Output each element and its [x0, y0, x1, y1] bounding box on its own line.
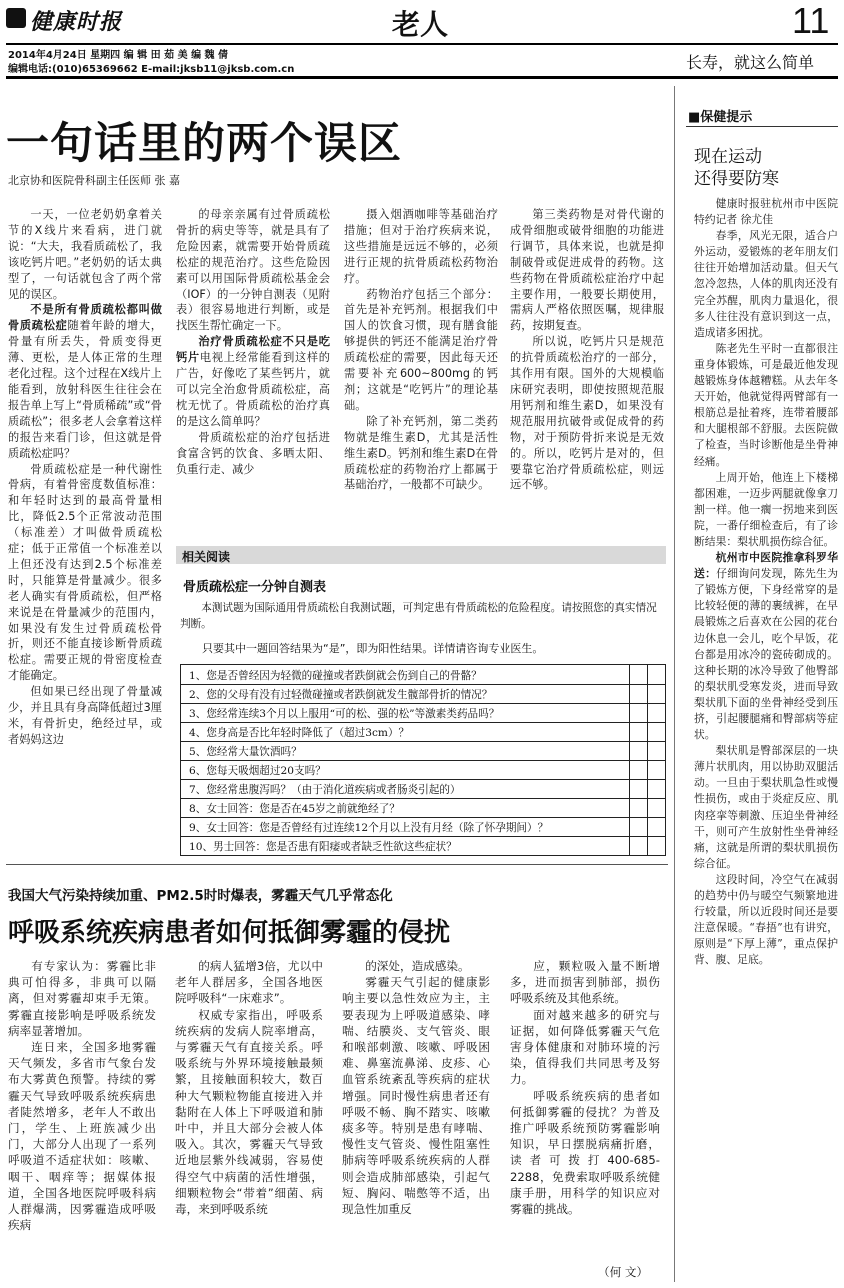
paragraph: 雾霾天气引起的健康影响主要以急性效应为主，主要表现为上呼吸道感染、哮喘、结膜炎、支气管炎、眼和喉部刺激、咳嗽、呼吸困难、鼻塞流鼻涕、皮疹、心血管系统紊乱等疾病的症状增强。同时慢性病患者还有呼吸不畅、胸不踏实、咳嗽痰多等。特别是患有哮喘、慢性支气管炎、慢性阻塞性肺病等呼吸系统疾病的人群则会造成肺部感染，引起气短、胸闷、喘憋等不适，出现急性加重反 [342, 975, 490, 1217]
quiz-row [181, 665, 665, 685]
paragraph-text: 骨质疏松症是一种代谢性骨病，有着骨密度数值标准：和年轻时达到的最高骨量相比，降低2.5个正常波动范围（标准差）才叫做骨质疏松症；低于正常值一个标准差以上但还没有达到2.5个标准差时，只能算是骨量减少。很多老人确实有骨质疏松，但严格来说是在骨量减少的范围内，如果没有发生过骨质疏松骨折，则还不能直接诊断骨质疏松症。需要正规的骨密度检查才能确定。 [8, 462, 162, 683]
quiz-answer-cell-divider [629, 779, 630, 798]
article1-column-2 [176, 207, 330, 537]
paragraph-text: 摄入烟酒咖啡等基础治疗措施；但对于治疗疾病来说，这些措施是远远不够的，必须进行正规的抗骨质疏松药物治疗。 [344, 208, 498, 285]
quiz-question: 4、您身高是否比年轻时降低了（超过3cm）？ [189, 727, 410, 739]
article1-column-3 [344, 207, 498, 537]
article2-signature: （何 文） [598, 1265, 649, 1279]
newspaper-logo-icon [6, 8, 26, 28]
article2-column-2 [175, 958, 323, 1282]
quiz-answer-cell-divider [629, 836, 630, 855]
paragraph [176, 430, 330, 478]
article2-top-rule [6, 864, 668, 865]
paragraph [510, 334, 664, 493]
quiz-answer-cell-divider [647, 836, 648, 855]
sidebar-expert-text: 仔细询问发现，陈先生为了锻炼方便，下身经常穿的是比较轻便的薄的裹绒裤，在早晨锻炼之后喜欢在公园的花台边休息一会儿，吃个早饭，花台都是用冰冷的瓷砖砌成的。这种长期的冰冷导致了他臀部的梨状肌受寒发炎，进而导致梨状肌下面的坐骨神经受到压挤，引起腰腿痛和臀部病等症状。 [694, 567, 838, 742]
quiz-answer-cell-divider [647, 703, 648, 722]
quiz-question: 10、男士回答：您是否患有阳痿或者缺乏性欲这些症状？ [189, 841, 457, 853]
paragraph-text: 但如果已经出现了骨量减少，并且具有身高降低超过3厘米，有骨折史，绝经过早，或者妈妈这边 [8, 685, 162, 746]
quiz-answer-cell-divider [629, 817, 630, 836]
quiz-answer-cell-divider [647, 817, 648, 836]
quiz-row [181, 741, 665, 761]
paragraph-text: 一天，一位老奶奶拿着关节的X线片来看病，进门就说：“大夫，我看质疏松了，我该吃钙片吧。”老奶奶的话太典型了，一句话就包含了两个常见的误区。 [8, 208, 162, 301]
article1-headline: 一句话里的两个误区 [6, 119, 402, 169]
paragraph [176, 334, 330, 429]
paragraph-text: 药物治疗包括三个部分：首先是补充钙剂。根据我们中国人的饮食习惯，现有膳食能够提供的钙还不能满足治疗骨质疏松症的需要，因此每天还需要补充600~800mg的钙剂；这就是“吃钙片”的理论基础。 [344, 287, 498, 412]
quiz-row [181, 722, 665, 742]
paragraph [344, 414, 498, 494]
paragraph [344, 287, 498, 414]
quiz-question: 9、女士回答：您是否曾经有过连续12个月以上没有月经（除了怀孕期间）？ [189, 822, 549, 834]
related-reading-label: 相关阅读 [182, 550, 231, 564]
paragraph-text: 随着年龄的增大，骨量有所丢失，骨质变得更薄、更松，是人体正常的生理老化过程。这个过程在X线片上能看到，放射科医生往往会在报告单上写上“骨质稀疏”或“骨质疏松”；很多老人会拿着这样的报告来看门诊，但这就是骨质疏松症吗？ [8, 319, 162, 460]
article1-column-4 [510, 207, 664, 537]
quiz-row [181, 798, 665, 818]
article2-headline: 呼吸系统疾病患者如何抵御雾霾的侵扰 [8, 918, 451, 948]
quiz-intro: 本测试题为国际通用骨质疏松自我测试题，可判定患有骨质疏松的危险程度。请按照您的真实情况判断。 [180, 602, 657, 630]
sidebar-label: ■保健提示 [688, 110, 753, 125]
article1-column-1 [8, 207, 162, 853]
sidebar-divider [674, 86, 675, 1282]
quiz-answer-cell-divider [647, 798, 648, 817]
article1-byline: 北京协和医院骨科副主任医师 张 嘉 [8, 174, 180, 187]
quiz-row [181, 684, 665, 704]
sidebar-paragraph: 上周开始，他连上下楼梯都困难，一迈步两腿就像拿刀割一样。他一瘸一拐地来到医院，一番仔细检查后，有了诊断结果：梨状肌损伤综合征。 [694, 470, 838, 548]
paragraph [8, 684, 162, 748]
slogan: 长寿，就这么简单 [686, 53, 815, 72]
sidebar-paragraph [694, 550, 838, 743]
paragraph-text: 骨质疏松症的治疗包括进食富含钙的饮食、多晒太阳、负重行走、减少 [176, 430, 330, 476]
quiz-answer-cell-divider [647, 665, 648, 684]
paragraph: 连日来，全国多地雾霾天气频发，多省市气象台发布大雾黄色预警。持续的雾霾天气导致呼吸系统疾病患者陡然增多，老年人不敢出门，学生、上班族减少出门，大部分人出现了一系列呼吸道不适症状如：咳嗽、咽干、咽痒等；据媒体报道，全国各地医院呼吸科病人群爆满，因雾霾造成呼吸疾病 [8, 1040, 156, 1233]
paragraph-lead: 不是所有骨质疏松都叫做骨质疏松症 [8, 303, 162, 333]
quiz-answer-cell-divider [647, 741, 648, 760]
quiz-row [181, 817, 665, 837]
paragraph [8, 462, 162, 685]
paragraph: 有专家认为：雾霾比非典可怕得多，非典可以隔离，但对雾霾却束手无策。雾霾直接影响是呼吸系统发病率显著增加。 [8, 959, 156, 1038]
article2-column-3 [342, 958, 490, 1282]
quiz-question: 6、您每天吸烟超过20支吗？ [189, 765, 326, 777]
quiz-answer-cell-divider [629, 798, 630, 817]
paragraph-text: 的母亲亲属有过骨质疏松骨折的病史等等，就是具有了危险因素，就需要开始骨质疏松症的规范治疗。这些危险因素可以用国际骨质疏松基金会（IOF）的一分钟自测表（见附表）很容易地进行判断，或是找医生帮忙确定一下。 [176, 208, 330, 333]
sidebar-paragraph: 这段时间，冷空气在减弱的趋势中仍与暖空气频繁地进行较量，所以近段时间还是要注意保暖。“春捂”也有讲究，原则是“下厚上薄”，重点保护背、腹、足底。 [694, 872, 838, 967]
quiz-answer-cell-divider [647, 779, 648, 798]
paragraph-text: 第三类药物是对骨代谢的成骨细胞或破骨细胞的功能进行调节，具体来说，也就是抑制破骨或促进成骨的药物。这些药物在骨质疏松症治疗中起主要作用，一般要长期使用，需病人严格依照医嘱，规律服药，按期复查。 [510, 208, 664, 333]
quiz-question: 1、您是否曾经因为轻微的碰撞或者跌倒就会伤到自己的骨骼？ [189, 670, 482, 682]
quiz-answer-cell-divider [629, 741, 630, 760]
sidebar-paragraph: 梨状肌是臀部深层的一块薄片状肌肉，用以协助双腿活动。一旦由于梨状肌急性或慢性损伤，或由于炎症反应、肌肉痉挛等刺激、压迫坐骨神经干，则可产生放射性坐骨神经痛，这就是所谓的梨状肌损伤综合征。 [694, 744, 838, 870]
sidebar-body [694, 196, 838, 1276]
masthead-bottom-rule [6, 76, 838, 79]
sidebar-expert-lead: 杭州市中医院推拿科罗华送： [694, 551, 838, 581]
quiz-answer-cell-divider [629, 665, 630, 684]
sidebar-paragraph: 春季，风光无限，适合户外运动，爱锻炼的老年朋友们往往开始增加活动量。但天气忽冷忽热，人体的肌肉还没有完全苏醒，肌肉力量退化，很多人往往没有意识到这一点，造成诸多困扰。 [694, 229, 838, 339]
paragraph [510, 207, 664, 334]
newspaper-logo: 健康时报 [30, 9, 123, 35]
sidebar-title-line1: 现在运动 [694, 147, 762, 167]
paragraph: 的深处，造成感染。 [365, 959, 470, 973]
paragraph [8, 302, 162, 461]
quiz-answer-cell-divider [647, 684, 648, 703]
paragraph-text: 电视上经常能看到这样的广告，好像吃了某些钙片，就可以完全治愈骨质疏松症，高枕无忧了。骨质疏松的治疗真的是这么简单吗？ [176, 351, 330, 428]
sidebar-label-rule [686, 126, 838, 127]
quiz-question: 2、您的父母有没有过轻微碰撞或者跌倒就发生髋部骨折的情况？ [189, 689, 493, 701]
related-reading-bar [176, 546, 666, 564]
quiz-table [180, 664, 666, 856]
quiz-instruction: 只要其中一题回答结果为“是”，即为阳性结果。详情请咨询专业医生。 [202, 642, 544, 655]
article2-kicker: 我国大气污染持续加重、PM2.5时时爆表，雾霾天气几乎常态化 [8, 888, 393, 904]
quiz-row [181, 703, 665, 723]
quiz-question: 8、女士回答：您是否在45岁之前就绝经了？ [189, 803, 400, 815]
quiz-question: 7、您经常患腹泻吗？（由于消化道疾病或者肠炎引起的） [189, 784, 461, 796]
paragraph: 呼吸系统疾病的患者如何抵御雾霾的侵扰？为普及推广呼吸系统预防雾霾影响知识，早日摆脱病痛折磨，读者可拨打400-685-2288，免费索取呼吸系统健康手册，用科学的知识应对雾霾的挑战。 [510, 1088, 660, 1217]
sidebar-paragraph: 陈老先生平时一直都很注重身体锻炼，可是最近他发现越锻炼身体越糟糕。从去年冬天开始，他就觉得两臂部有一根筋总是扯着疼，连带着腰部和大腿根部不舒服。去医院做了检查，当时诊断他是坐骨神经痛。 [694, 341, 838, 468]
paragraph-lead: 治疗骨质疏松症不只是吃钙片 [176, 335, 330, 365]
paragraph [176, 207, 330, 334]
article2-column-4 [510, 958, 660, 1262]
quiz-answer-cell-divider [629, 703, 630, 722]
contact-line: 编辑电话:(010)65369662 E-mail:jksb11@jksb.com.cn [8, 64, 295, 75]
paragraph-text: 除了补充钙剂，第二类药物就是维生素D，尤其是活性维生素D。钙剂和维生素D在骨质疏松症的药物治疗上都属于基础治疗，一般都不可缺少。 [344, 414, 498, 492]
quiz-answer-cell-divider [629, 760, 630, 779]
paragraph [8, 207, 162, 302]
date-line: 2014年4月24日 星期四 编 辑 田 茹 美 编 魏 倩 [8, 50, 229, 61]
quiz-row [181, 836, 665, 856]
article2-column-1 [8, 958, 156, 1282]
paragraph: 应，颗粒吸入量不断增多，进而损害到肺部，损伤呼吸系统及其他系统。 [510, 959, 660, 1006]
sidebar-reporter: 健康时报驻杭州市中医院特约记者 徐尤佳 [694, 197, 838, 227]
paragraph: 权威专家指出，呼吸系统疾病的发病人院率增高，与雾霾天气有直接关系。呼吸系统与外界环境接触最频繁，且接触面积较大，数百种大气颗粒物能直接进入并黏附在人体上下呼吸道和肺叶中，并且大部分会被人体吸入。其次，雾霾天气导致近地层紫外线减弱，容易使得空气中病菌的活性增强，细颗粒物会“带着”细菌、病毒，来到呼吸系统 [175, 1007, 323, 1217]
paragraph: 面对越来越多的研究与证据，如何降低雾霾天气危害身体健康和对肺环境的污染，值得我们共同思考及努力。 [510, 1007, 660, 1087]
quiz-row [181, 760, 665, 780]
section-title: 老人 [392, 8, 449, 41]
quiz-answer-cell-divider [647, 722, 648, 741]
masthead-top-rule [6, 43, 838, 45]
quiz-answer-cell-divider [629, 684, 630, 703]
paragraph-text: 所以说，吃钙片只是规范的抗骨质疏松治疗的一部分，其作用有限。国外的大规模临床研究表明，即使按照规范服用钙剂和维生素D，如果没有规范服用抗破骨或促成骨的药物，对于预防骨折来说是无效的。所以，吃钙片是对的，但要靠它治疗骨质疏松症，则远远不够。 [510, 335, 664, 492]
masthead [0, 0, 844, 80]
paragraph [344, 207, 498, 287]
quiz-answer-cell-divider [647, 760, 648, 779]
quiz-answer-cell-divider [629, 722, 630, 741]
quiz-row [181, 779, 665, 799]
sidebar-title-line2: 还得要防寒 [694, 169, 779, 189]
paragraph: 的病人猛增3倍，尤以中老年人群居多，全国各地医院呼吸科“一床难求”。 [175, 959, 323, 1006]
page-number: 11 [792, 0, 830, 41]
quiz-question: 5、您经常大量饮酒吗？ [189, 746, 302, 758]
quiz-question: 3、您经常连续3个月以上服用“可的松、强的松”等激素类药品吗？ [189, 708, 500, 720]
quiz-title: 骨质疏松症一分钟自测表 [183, 580, 327, 595]
